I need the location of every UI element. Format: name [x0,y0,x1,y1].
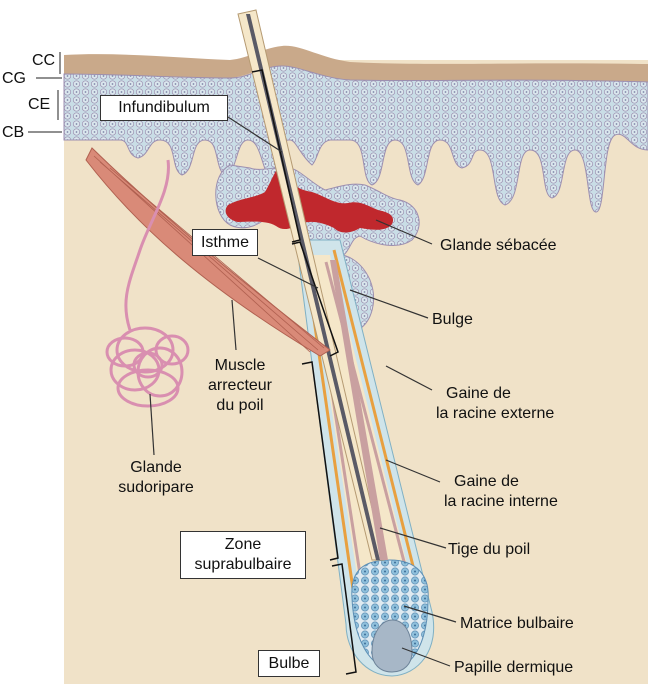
gaine-externe-line-2: la racine externe [436,405,555,422]
layer-label-cc: CC [32,52,56,69]
gaine-interne-line-2: la racine interne [444,493,558,510]
label-glande-sebacee: Glande sébacée [440,237,557,254]
sudoripare-line-2: sudoripare [118,479,194,496]
zone-line-1: Zone [224,536,262,553]
label-papille-dermique: Papille dermique [454,659,574,676]
layer-label-cg: CG [2,70,26,87]
label-tige-du-poil: Tige du poil [448,541,531,558]
muscle-line-2: arrecteur [207,377,273,394]
gaine-interne-line-1: Gaine de [454,473,519,490]
label-glande-sudoripare [110,458,202,498]
muscle-line-1: Muscle [214,357,266,374]
muscle-line-3: du poil [216,397,264,414]
layer-label-cb: CB [2,124,25,141]
label-bulge: Bulge [432,311,473,328]
layer-label-ce: CE [28,96,51,113]
label-isthme: Isthme [192,229,258,256]
gaine-externe-line-1: Gaine de [446,385,511,402]
label-bulbe: Bulbe [258,650,320,677]
zone-line-2: suprabulbaire [194,556,292,573]
label-gaine-racine-interne [444,472,558,512]
label-infundibulum: Infundibulum [100,95,228,121]
label-muscle-arrecteur [200,356,280,416]
sudoripare-line-1: Glande [130,459,182,476]
label-matrice-bulbaire: Matrice bulbaire [460,615,574,632]
label-zone-suprabulbaire [180,531,306,579]
label-gaine-racine-externe [436,384,554,424]
